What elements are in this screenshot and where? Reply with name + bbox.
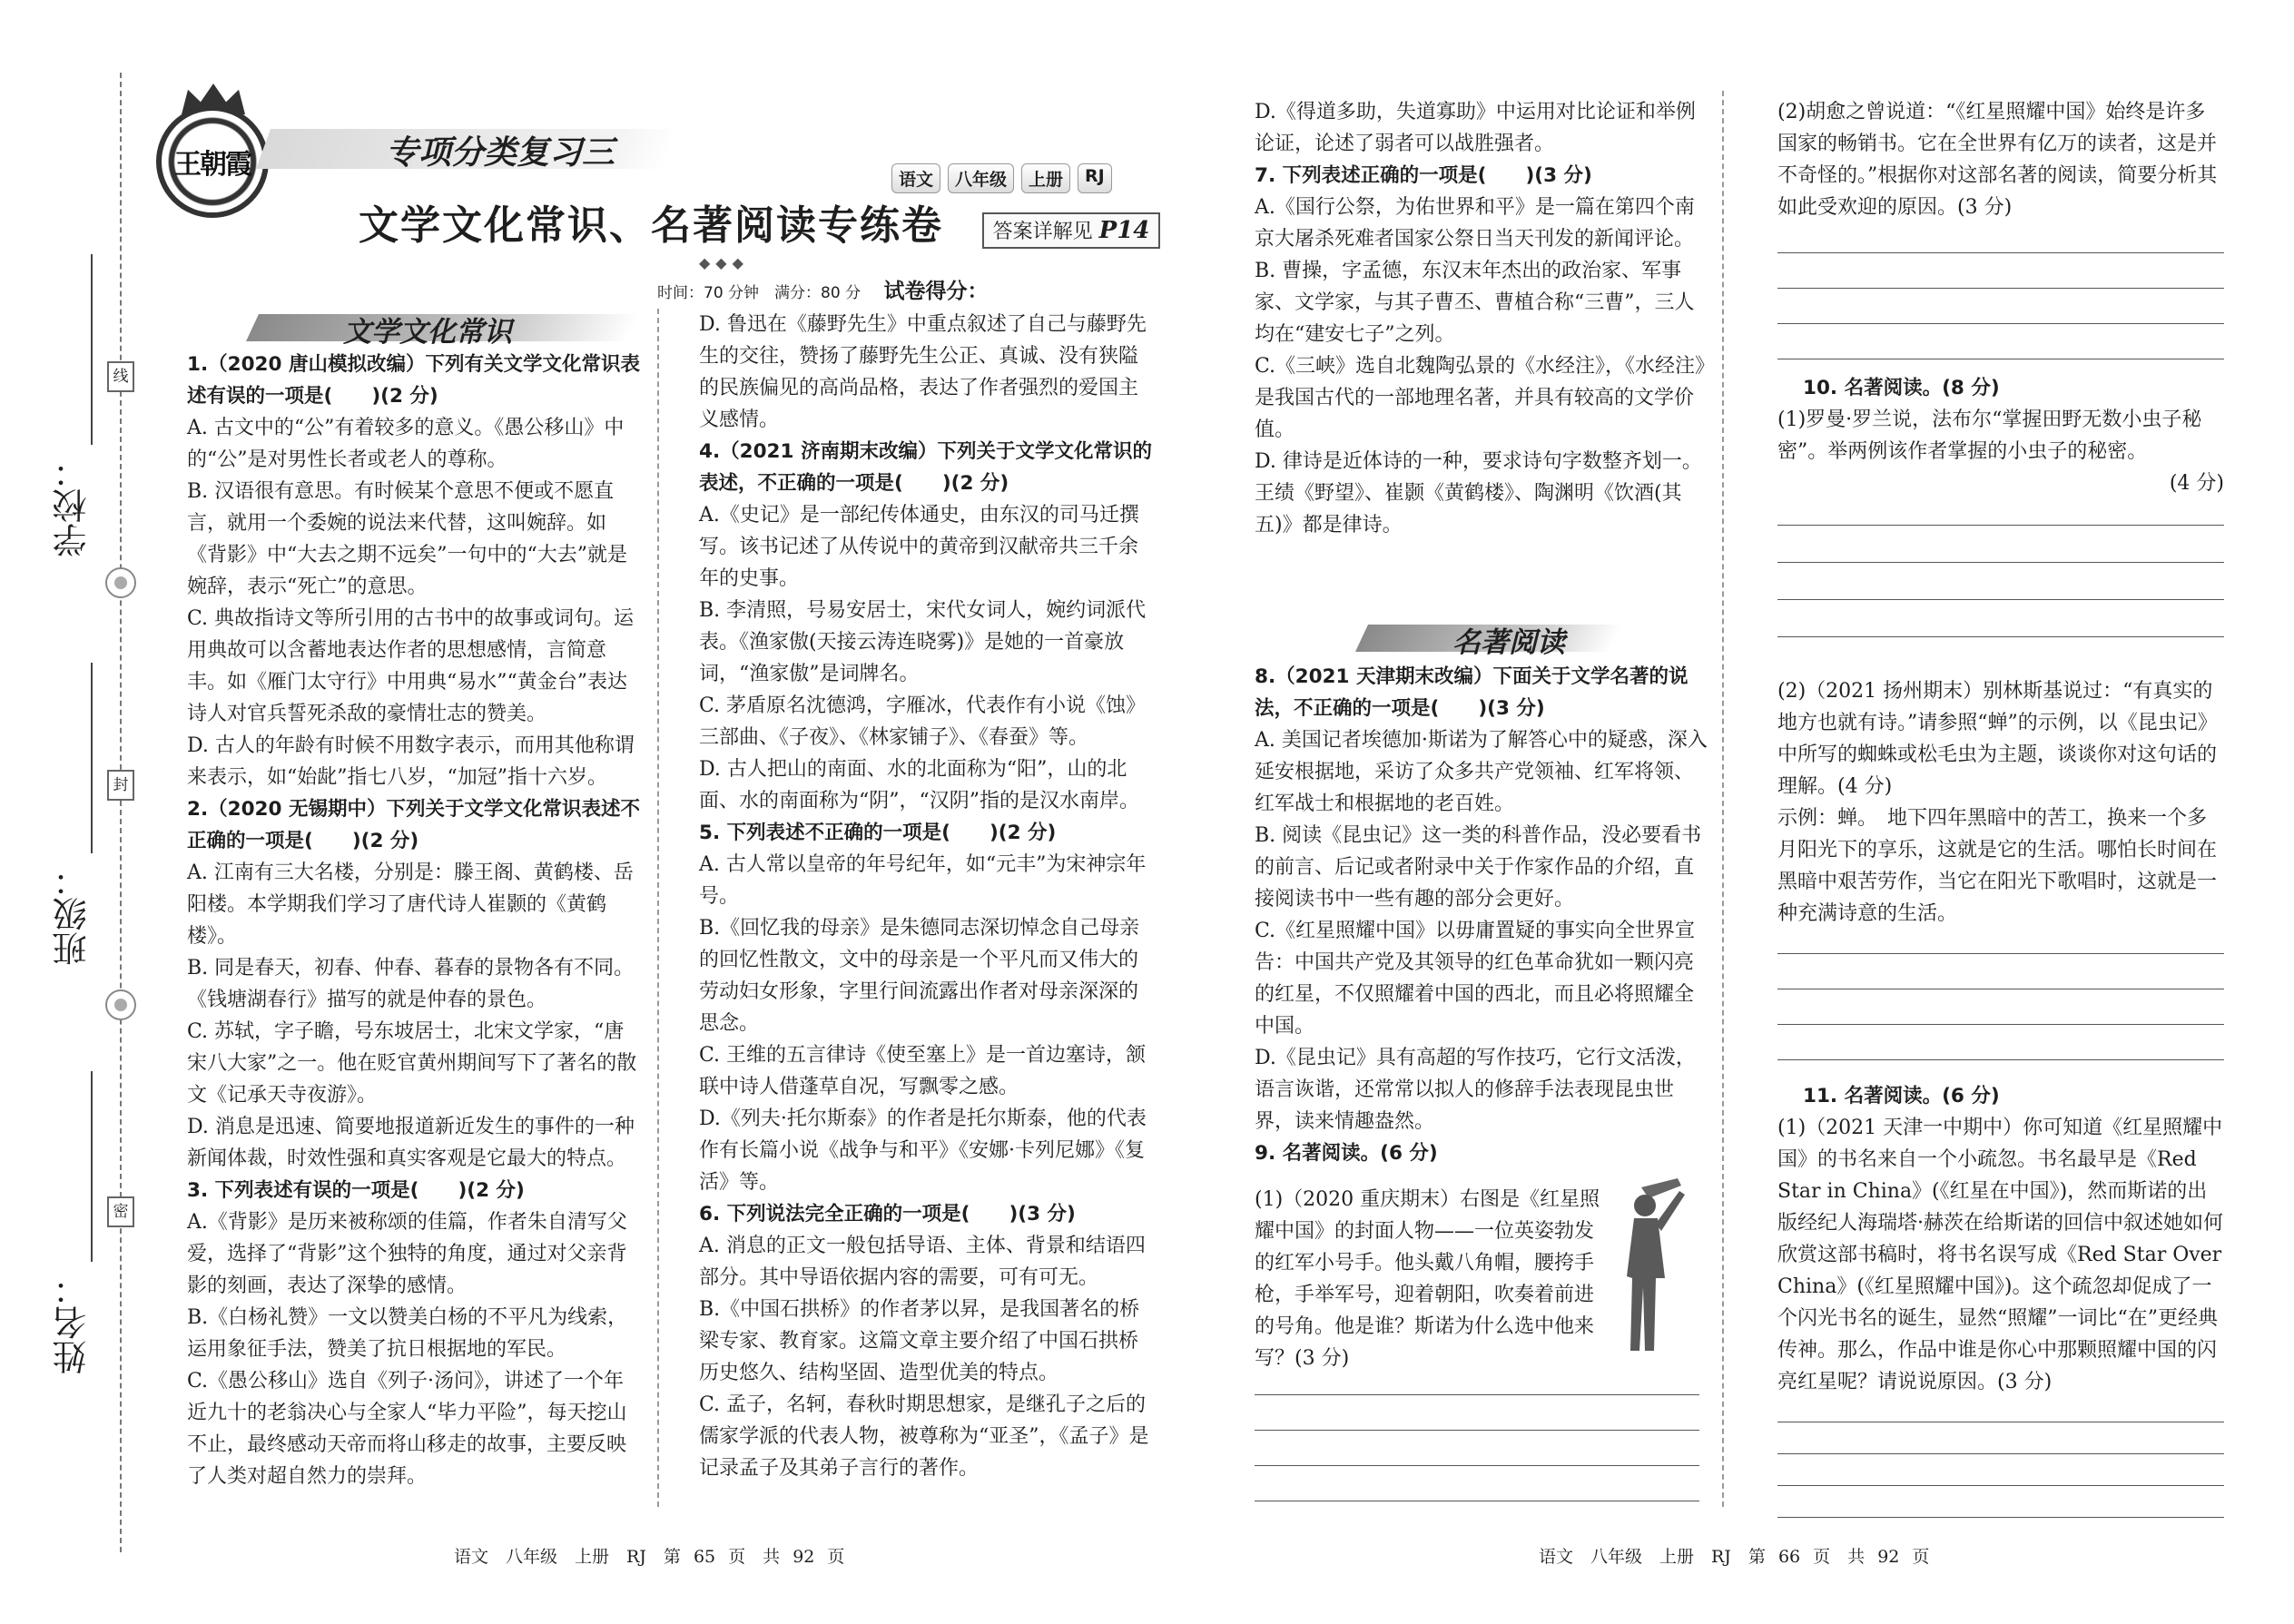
answer-option: D. 古人把山的南面、水的北面称为“阳”，山的北面、水的南面称为“阴”，“汉阴”指的是汉水南岸。 xyxy=(699,758,1139,812)
q9-part1-text: (1)（2020 重庆期末）右图是《红星照耀中国》的封面人物——一位英姿勃发的红军小号手。他头戴八角帽，腰挎手枪，手举军号，迎着朝阳，吹奏着前进的号角。他是谁？斯诺为什么选中他来写？(3 分) xyxy=(1255,1188,1600,1370)
answer-option: C. 茅盾原名沈德鸿，字雁冰，代表作有小说《蚀》三部曲、《子夜》、《林家铺子》、《春蚕》等。 xyxy=(699,694,1147,749)
question-stem: 8.（2021 天津期末改编）下面关于文学名著的说法，不正确的一项是( )(3 分) xyxy=(1255,665,1689,720)
column-3-bottom xyxy=(1229,661,1708,1169)
answer-option: A. 江南有三大名楼，分别是：滕王阁、黄鹤楼、岳阳楼。本学期我们学习了唐代诗人崔颢的《黄鹤楼》。 xyxy=(187,861,634,948)
q10-part1-text: (1)罗曼·罗兰说，法布尔“掌握田野无数小虫子秘密”。举两例该作者掌握的小虫子的秘密。 xyxy=(1777,408,2202,463)
answer-option: A. 古文中的“公”有着较多的意义。《愚公移山》中的“公”是对男性长者或老人的尊称。 xyxy=(187,417,625,471)
q10-2-answer-lines xyxy=(1777,953,2224,1060)
q10-heading: 10. 名著阅读。(8 分) xyxy=(1803,377,2000,399)
badge-volume: 上册 xyxy=(1021,163,1070,193)
time-score-info: 时间：70 分钟 满分：80 分 xyxy=(657,284,861,302)
answer-line[interactable] xyxy=(1777,252,2224,253)
answer-option: D. 律诗是近体诗的一种，要求诗句字数整齐划一。王绩《野望》、崔颢《黄鹤楼》、陶渊明《饮酒(其五)》都是律诗。 xyxy=(1255,450,1702,536)
badge-subject: 语文 xyxy=(891,163,940,193)
answer-line[interactable] xyxy=(1777,525,2224,526)
answer-option: B. 阅读《昆虫记》这一类的科普作品，没必要看书的前言、后记或者附录中关于作家作品的介绍，直接阅读书中一些有趣的部分会更好。 xyxy=(1255,824,1702,910)
answer-line[interactable] xyxy=(1777,1059,2224,1060)
answer-option: D.《得道多助，失道寡助》中运用对比论证和举例论证，论述了弱者可以战胜强者。 xyxy=(1255,101,1696,155)
q10-part2-text: (2)（2021 扬州期末）别林斯基说过：“有真实的地方也就有诗。”请参照“蝉”的示例，以《昆虫记》中所写的蜘蛛或松毛虫为主题，谈谈你对这句话的理解。(4 分) xyxy=(1777,680,2218,798)
answer-ref-page: P14 xyxy=(1098,217,1150,244)
answer-option: A. 美国记者埃德加·斯诺为了解答心中的疑惑，深入延安根据地，采访了众多共产党领袖、红军将领、红军战士和根据地的老百姓。 xyxy=(1255,729,1708,815)
q9-part1 xyxy=(1255,1184,1609,1374)
answer-option: B.《回忆我的母亲》是朱德同志深切悼念自己母亲的回忆性散文，文中的母亲是一个平凡而又伟大的劳动妇女形象，字里行间流露出作者对母亲深深的思念。 xyxy=(699,917,1140,1035)
q11-part1-text: (1)（2021 天津一中期中）你可知道《红星照耀中国》的书名来自一个小疏忽。书名最早是《Red Star in China》(《红星在中国》)，然而斯诺的出版经纪人海瑞塔·赫茨在给斯诺的回信中叙述她如何欣赏这部书稿时，将书名误写成《Red Star Over China》(《红星照耀中国》)。这个疏忽却促成了一个闪光书名的诞生，显然“照耀”一词比“在”更经典传神。那么，作品中谁是你心中那颗照耀中国的闪亮红星呢？请说说原因。(3 分) xyxy=(1777,1117,2223,1393)
answer-option: D.《昆虫记》具有高超的写作技巧，它行文活泼，语言诙谐，还常常以拟人的修辞手法表现昆虫世界，读来情趣盎然。 xyxy=(1255,1047,1696,1133)
name-blank xyxy=(91,1071,93,1262)
answer-option: C.《三峡》选自北魏陶弘景的《水经注》，《水经注》是我国古代的一部地理名著，并具有较高的文学价值。 xyxy=(1255,355,1706,441)
answer-reference-box xyxy=(982,212,1160,249)
question-stem: 6. 下列说法完全正确的一项是( )(3 分) xyxy=(699,1203,1076,1225)
answer-option: C.《愚公移山》选自《列子·汤问》，讲述了一个年近九十的老翁决心与全家人“毕力平险”，每天挖山不止，最终感动天帝而将山移走的故事，主要反映了人类对超自然力的崇拜。 xyxy=(187,1370,627,1488)
name-label: 姓名： xyxy=(53,1271,93,1374)
answer-option: A. 消息的正文一般包括导语、主体、背景和结语四部分。其中导语依据内容的需要，可有可无。 xyxy=(699,1235,1146,1289)
seal-char-mi: 密 xyxy=(107,1196,134,1227)
question-stem: 4.（2021 济南期末改编）下列关于文学文化常识的表述，不正确的一项是( )(2 分) xyxy=(699,440,1152,495)
school-label: 学校： xyxy=(53,454,93,557)
answer-line[interactable] xyxy=(1777,323,2224,324)
exam-meta xyxy=(657,274,988,304)
answer-option: B. 曹操，字孟德，东汉末年杰出的政治家、军事家、文学家，与其子曹丕、曹植合称“三曹”，三人均在“建安七子”之列。 xyxy=(1255,260,1695,346)
answer-line[interactable] xyxy=(1777,599,2224,600)
answer-option: C. 孟子，名轲，春秋时期思想家，是继孔子之后的儒家学派的代表人物，被尊称为“亚圣”，《孟子》是记录孟子及其弟子言行的著作。 xyxy=(699,1393,1149,1480)
question-stem: 9. 名著阅读。(6 分) xyxy=(1255,1142,1438,1165)
binding-dashed-line xyxy=(120,73,122,1552)
column-3-top xyxy=(1229,96,1708,541)
answer-option: D. 鲁迅在《藤野先生》中重点叙述了自己与藤野先生的交往，赞扬了藤野先生公正、真诚、没有狭隘的民族偏见的高尚品格，表达了作者强烈的爱国主义感情。 xyxy=(699,313,1147,431)
answer-option: C. 苏轼，字子瞻，号东坡居士，北宋文学家，“唐宋八大家”之一。他在贬官黄州期间写下了著名的散文《记承天寺夜游》。 xyxy=(187,1020,637,1107)
series-title: 专项分类复习三 xyxy=(386,134,615,172)
badge-grade: 八年级 xyxy=(948,163,1014,193)
page-title: 文学文化常识、名著阅读专练卷 xyxy=(359,202,943,249)
answer-option: A.《国行公祭，为佑世界和平》是一篇在第四个南京大屠杀死难者国家公祭日当天刊发的新闻评论。 xyxy=(1255,196,1695,251)
answer-line[interactable] xyxy=(1255,1394,1699,1395)
column-1 xyxy=(162,349,641,1492)
answer-line[interactable] xyxy=(1777,1453,2224,1454)
q10-example-text: 示例：蝉。 地下四年黑暗中的苦工，换来一个多月阳光下的享乐，这就是它的生活。哪怕长时间在黑暗中艰苦劳作，当它在阳光下歌唱时，这就是一种充满诗意的生活。 xyxy=(1777,807,2218,925)
answer-line[interactable] xyxy=(1255,1465,1699,1466)
column-4 xyxy=(1777,96,2224,1518)
column-separator xyxy=(657,309,659,1507)
seal-char-feng: 封 xyxy=(107,770,134,801)
answer-ref-text: 答案详解见 xyxy=(992,221,1093,243)
school-blank xyxy=(91,254,93,445)
section-heading-literature xyxy=(252,309,634,349)
answer-line[interactable] xyxy=(1777,1024,2224,1025)
score-label: 试卷得分： xyxy=(883,279,989,303)
subject-badges xyxy=(891,163,1112,193)
answer-option: B. 李清照，号易安居士，宋代女词人，婉约词派代表。《渔家傲(天接云涛连晓雾)》是她的一首豪放词，“渔家傲”是词牌名。 xyxy=(699,599,1147,685)
question-stem: 1.（2020 唐山模拟改编）下列有关文学文化常识表述有误的一项是( )(2 分) xyxy=(187,353,640,408)
q10-1-answer-lines xyxy=(1777,525,2224,637)
binding-hole xyxy=(105,567,136,598)
answer-line[interactable] xyxy=(1777,288,2224,289)
bugler-silhouette-icon xyxy=(1614,1178,1692,1360)
question-stem: 3. 下列表述有误的一项是( )(2 分) xyxy=(187,1179,525,1202)
logo-text: 王朝霞 xyxy=(174,149,251,181)
section-heading-text: 名著阅读 xyxy=(1452,626,1565,659)
answer-option: A.《背影》是历来被称颂的佳篇，作者朱自清写父爱，选择了“背影”这个独特的角度，通过对父亲背影的刻画，表达了深挚的感情。 xyxy=(187,1211,627,1297)
question-stem: 2.（2020 无锡期中）下列关于文学文化常识表述不正确的一项是( )(2 分) xyxy=(187,798,640,852)
question-stem: 5. 下列表述不正确的一项是( )(2 分) xyxy=(699,822,1057,844)
section-heading-classics xyxy=(1362,619,1616,659)
question-stem: 7. 下列表述正确的一项是( )(3 分) xyxy=(1255,164,1592,187)
q11-heading: 11. 名著阅读。(6 分) xyxy=(1803,1085,2000,1107)
answer-option: B. 同是春天，初春、仲春、暮春的景物各有不同。《钱塘湖春行》描写的就是仲春的景色。 xyxy=(187,957,635,1011)
section-heading-text: 文学文化常识 xyxy=(343,316,512,349)
page-footer-left: 语文 八年级 上册 RJ 第 65 页 共 92 页 xyxy=(454,1547,845,1567)
answer-option: D. 消息是迅速、简要地报道新近发生的事件的一种新闻体裁，时效性强和真实客观是它最大的特点。 xyxy=(187,1116,635,1170)
class-blank xyxy=(91,663,93,853)
page-footer-right: 语文 八年级 上册 RJ 第 66 页 共 92 页 xyxy=(1539,1547,1930,1567)
answer-option: C. 典故指诗文等所引用的古书中的故事或词句。运用典故可以含蓄地表达作者的思想感情，言简意丰。如《雁门太守行》中用典“易水”“黄金台”表达诗人对官兵誓死杀敌的豪情壮志的赞美。 xyxy=(187,607,635,725)
answer-option: A. 古人常以皇帝的年号纪年，如“元丰”为宋神宗年号。 xyxy=(699,853,1147,908)
answer-option: D.《列夫·托尔斯泰》的作者是托尔斯泰，他的代表作有长篇小说《战争与和平》《安娜·卡列尼娜》《复活》等。 xyxy=(699,1107,1147,1194)
binding-hole xyxy=(105,989,136,1020)
answer-option: B. 汉语很有意思。有时候某个意思不便或不愿直言，就用一个委婉的说法来代替，这叫婉辞。如《背影》中“大去之期不远矣”一句中的“大去”就是婉辞，表示“死亡”的意思。 xyxy=(187,480,627,598)
q9-2-answer-lines xyxy=(1777,252,2224,359)
q10-part1-score: (4 分) xyxy=(2169,472,2224,495)
answer-option: C. 王维的五言律诗《使至塞上》是一首边塞诗，颔联中诗人借蓬草自况，写飘零之感。 xyxy=(699,1044,1147,1098)
answer-line[interactable] xyxy=(1777,636,2224,637)
column-2 xyxy=(674,309,1155,1484)
answer-option: B.《白杨礼赞》一文以赞美白杨的不平凡为线索，运用象征手法，赞美了抗日根据地的军民。 xyxy=(187,1306,628,1361)
answer-line[interactable] xyxy=(1777,562,2224,563)
answer-line[interactable] xyxy=(1777,1517,2224,1518)
answer-option: D. 古人的年龄有时候不用数字表示，而用其他称谓来表示，如“始龀”指七八岁，“加冠”指十六岁。 xyxy=(187,734,635,789)
q9-part2-text: (2)胡愈之曾说道：“《红星照耀中国》始终是许多国家的畅销书。它在全世界有亿万的读者，这是并不奇怪的。”根据你对这部名著的阅读，简要分析其如此受欢迎的原因。(3 分) xyxy=(1777,101,2218,219)
column-separator xyxy=(1722,91,1724,1507)
seal-char-xian: 线 xyxy=(107,361,134,392)
q9-answer-lines xyxy=(1255,1394,1699,1501)
answer-line[interactable] xyxy=(1255,1430,1699,1431)
answer-line[interactable] xyxy=(1777,1485,2224,1486)
class-label: 班级： xyxy=(53,862,93,966)
decor-dots: ◆◆◆ xyxy=(699,254,749,271)
answer-line[interactable] xyxy=(1777,953,2224,954)
answer-option: C.《红星照耀中国》以毋庸置疑的事实向全世界宣告：中国共产党及其领导的红色革命犹如一颗闪亮的红星，不仅照耀着中国的西北，而且必将照耀全中国。 xyxy=(1255,920,1696,1038)
q11-answer-lines xyxy=(1777,1422,2224,1518)
badge-edition: RJ xyxy=(1078,163,1112,193)
answer-option: A.《史记》是一部纪传体通史，由东汉的司马迁撰写。该书记述了从传说中的黄帝到汉献帝共三千余年的史事。 xyxy=(699,504,1139,590)
publisher-logo xyxy=(156,105,269,218)
answer-option: B.《中国石拱桥》的作者茅以昇，是我国著名的桥梁专家、教育家。这篇文章主要介绍了中国石拱桥历史悠久、结构坚固、造型优美的特点。 xyxy=(699,1298,1140,1384)
